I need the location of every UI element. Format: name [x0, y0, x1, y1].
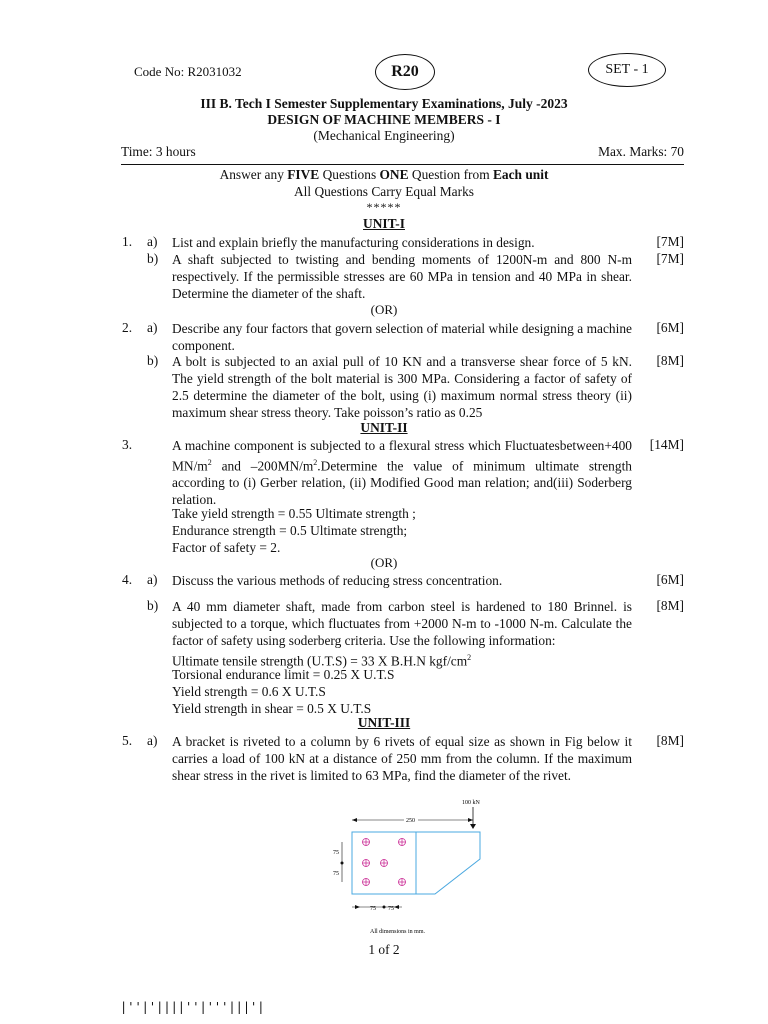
marks-label: [6M] [656, 572, 684, 587]
or-separator: (OR) [370, 302, 398, 317]
max-marks: Max. Marks: 70 [598, 144, 684, 159]
dim-arrow [352, 818, 357, 822]
marks-label: [6M] [656, 320, 684, 335]
question-1b-text: A shaft subjected to twisting and bending moments of 1200N-m and 800 N-m respectively. If the permissible stresses are 60 MPa in tension and 40 MPa in shear. Determine the diameter of the shaft. [172, 252, 632, 301]
question-4b-given-4: Yield strength in shear = 0.5 X U.T.S [172, 701, 372, 716]
question-3-given-3: Factor of safety = 2. [172, 540, 281, 555]
rivets [362, 838, 406, 886]
question-4b-given-1: Ultimate tensile strength (U.T.S) = 33 X B.H.N kgf/$cm^2$ [172, 653, 472, 669]
dim-label-v2: 75 [333, 871, 339, 877]
question-number: 2. [122, 320, 133, 335]
instruction-line-2: All Questions Carry Equal Marks [293, 184, 474, 199]
question-number: 5. [122, 733, 133, 748]
question-2a-text: Describe any four factors that govern selection of material while designing a machine component. [172, 321, 632, 353]
part-label: b) [147, 598, 159, 613]
question-number: 3. [122, 437, 133, 452]
subject-title: DESIGN OF MACHINE MEMBERS - I [267, 112, 501, 127]
load-arrowhead [470, 824, 476, 829]
marks-label: [8M] [656, 598, 684, 613]
dim-point [383, 906, 386, 909]
regulation-badge: R20 [375, 54, 435, 90]
page-number: 1 of 2 [368, 942, 400, 957]
question-3-text: A machine component is subjected to a flexural stress which Fluctuatesbetween+400 $MN/m^2$ and $-200MN/m^2.Determine$ the value of minimum ultimate strength according to (i) Gerber relation, (ii) Modified Good man relation; and(iii) Soderberg relation. [172, 438, 632, 508]
part-label: a) [147, 320, 158, 335]
marks-label: [14M] [649, 437, 684, 452]
part-label: b) [147, 251, 159, 266]
question-number: 1. [122, 234, 133, 249]
separator-stars: ***** [366, 200, 402, 214]
load-label: 100 kN [462, 800, 480, 806]
or-separator: (OR) [370, 555, 398, 570]
part-label: a) [147, 572, 158, 587]
bracket-figure [330, 797, 500, 937]
question-4b-text: A 40 mm diameter shaft, made from carbon steel is hardened to 180 Brinnel. is subjected to a torque, which fluctuates from +2000 N-m to -1000 N-m. Calculate the factor of safety using soderberg criteria. Use the following information: [172, 599, 632, 648]
dim-label-h2: 75 [388, 906, 394, 912]
code-number: Code No: R2031032 [134, 64, 242, 79]
dim-label-250: 250 [406, 818, 415, 824]
question-3-given-1: Take yield strength = 0.55 Ultimate strength ; [172, 506, 416, 521]
question-number: 4. [122, 572, 133, 587]
bracket-diagram [330, 797, 500, 937]
dim-label-v1: 75 [333, 850, 339, 856]
question-4b-given-3: Yield strength = 0.6 X U.T.S [172, 684, 326, 699]
dim-arrow [394, 905, 399, 909]
dim-point [341, 862, 344, 865]
question-1a-text: List and explain briefly the manufacturing considerations in design. [172, 235, 535, 250]
exam-title: III B. Tech I Semester Supplementary Examinations, July -2023 [200, 96, 568, 111]
figure-caption: All dimensions in mm. [370, 929, 426, 935]
part-label: a) [147, 234, 158, 249]
unit-heading-1: UNIT-I [363, 216, 405, 231]
question-5a-text: A bracket is riveted to a column by 6 rivets of equal size as shown in Fig below it carries a load of 100 kN at a distance of 250 mm from the column. If the maximum shear stress in the rivet is limited to 63 MPa, find the diameter of the rivet. [172, 734, 632, 783]
barcode: |''|'||||''|'''|||'| [120, 1000, 265, 1014]
dim-arrow [468, 818, 473, 822]
marks-label: [8M] [656, 353, 684, 368]
question-4a-text: Discuss the various methods of reducing stress concentration. [172, 573, 503, 588]
unit-heading-2: UNIT-II [360, 420, 408, 435]
dim-arrow [355, 905, 360, 909]
instruction-line-1: Answer any FIVE Questions ONE Question from Each unit [219, 167, 549, 182]
bracket-outline [416, 832, 480, 894]
branch: (Mechanical Engineering) [313, 128, 455, 143]
dim-label-h1: 75 [370, 906, 376, 912]
marks-label: [7M] [656, 251, 684, 266]
question-3-given-2: Endurance strength = 0.5 Ultimate strength; [172, 523, 408, 538]
marks-label: [8M] [656, 733, 684, 748]
part-label: a) [147, 733, 158, 748]
unit-heading-3: UNIT-III [357, 715, 411, 730]
set-badge: SET - 1 [588, 53, 666, 87]
part-label: b) [147, 353, 159, 368]
question-2b-text: A bolt is subjected to an axial pull of 10 KN and a transverse shear force of 5 kN. The yield strength of the bolt material is 300 MPa. Considering a factor of safety of 2.5 determine the diameter of the bolt, using (i) maximum normal stress theory (ii) maximum shear stress theory. Take poisson’s ratio as 0.25 [172, 354, 632, 420]
time-allowed: Time: 3 hours [121, 144, 196, 159]
marks-label: [7M] [656, 234, 684, 249]
header-divider [121, 164, 684, 165]
question-4b-given-2: Torsional endurance limit = 0.25 X U.T.S [172, 667, 395, 682]
